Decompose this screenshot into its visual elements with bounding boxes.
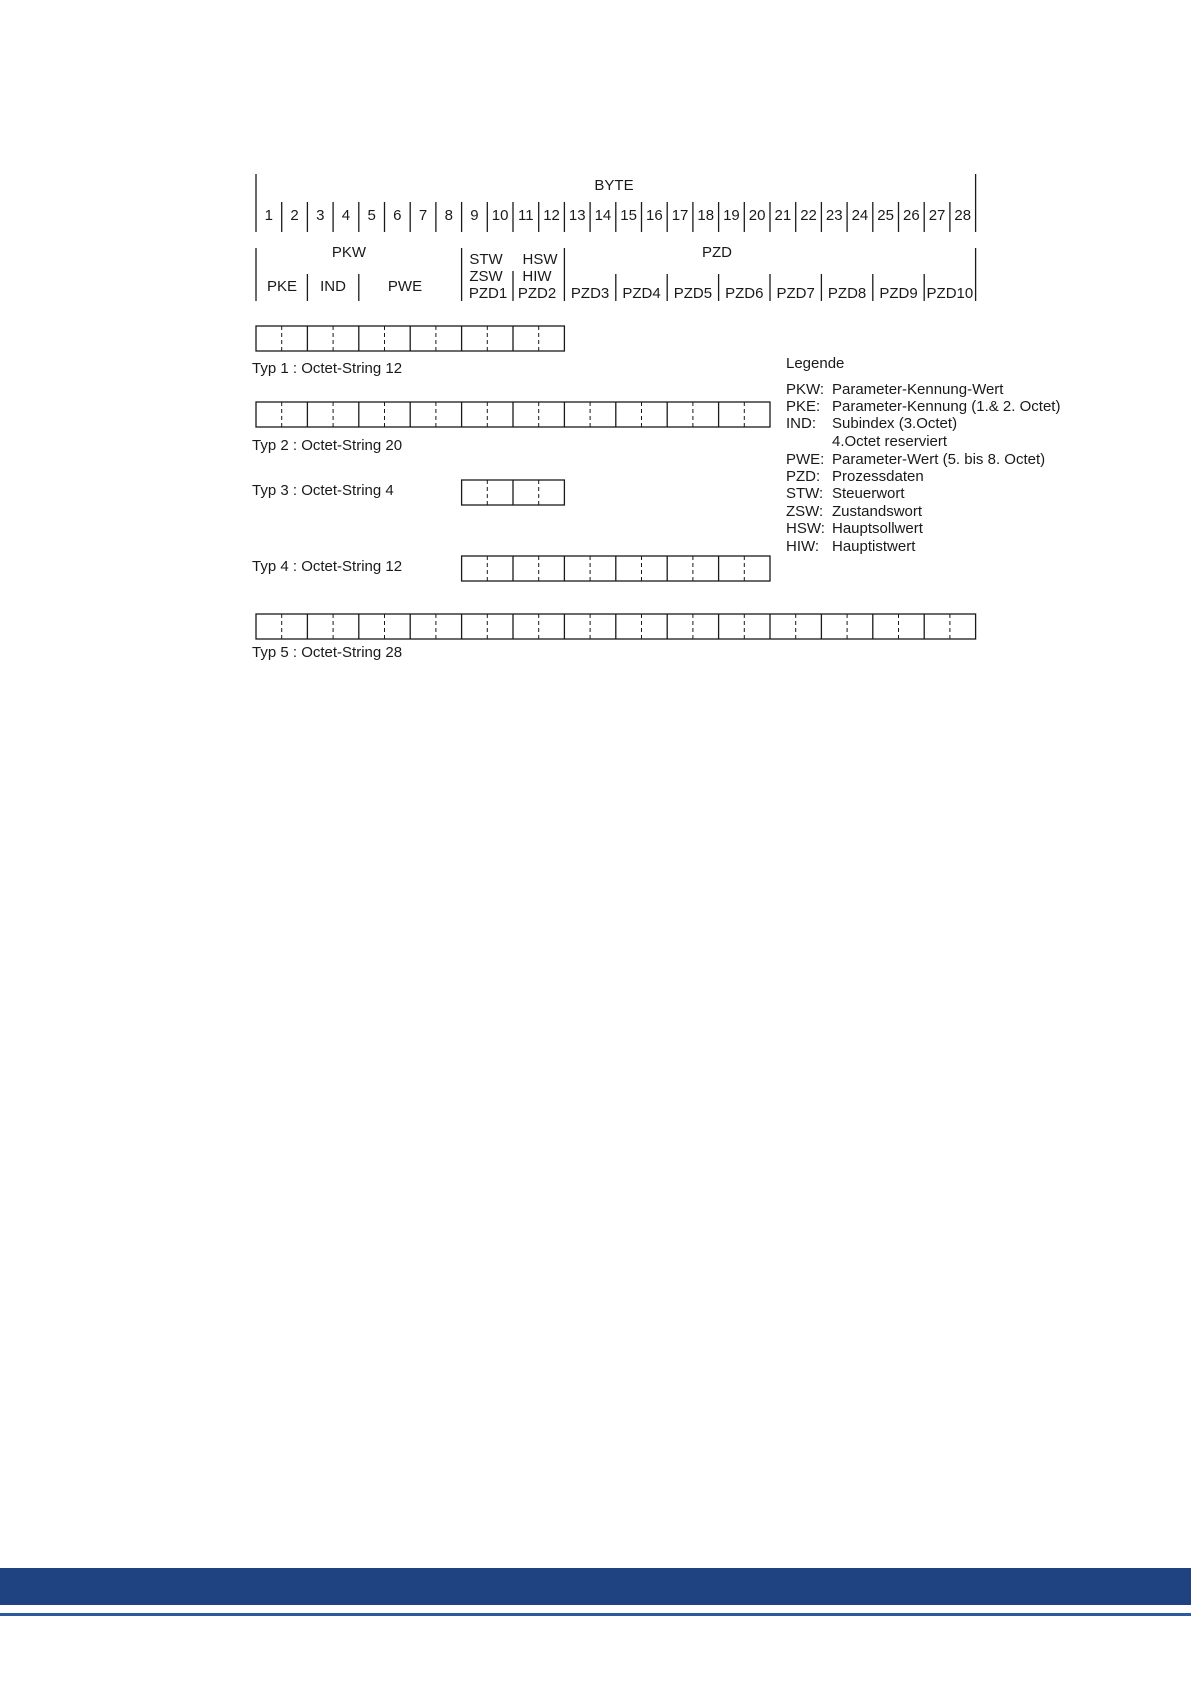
type-box-5 [256,614,976,639]
byte-number: 1 [264,207,274,224]
footer-line [0,1613,1191,1616]
byte-number: 20 [748,207,766,224]
byte-title: BYTE [594,177,634,194]
type-label-1: Typ 1 : Octet-String 12 [252,360,403,377]
byte-number: 24 [851,207,869,224]
byte-number: 15 [620,207,637,224]
field-label-pzd2: PZD2 [517,285,557,302]
legend-abbr: STW: [786,485,824,502]
type-box-3 [462,480,565,505]
field-label-pzd1: PZD1 [468,285,508,302]
legend-abbr: HIW: [786,538,820,555]
byte-header [256,174,976,232]
pzd-item-label: PZD9 [879,285,918,302]
field-label-pke: PKE [266,278,298,295]
byte-number: 8 [444,207,453,224]
byte-number: 12 [543,207,560,224]
byte-number: 3 [316,207,325,224]
byte-number: 7 [418,207,428,224]
pzd-item-label: PZD7 [776,285,815,302]
type-label-5: Typ 5 : Octet-String 28 [252,644,403,661]
byte-number: 4 [341,207,351,224]
byte-number: 18 [697,207,715,224]
pzd-item-label: PZD10 [926,285,974,302]
byte-number: 25 [877,207,894,224]
byte-number: 10 [491,207,509,224]
pzd-item-label: PZD8 [827,285,867,302]
legend-text: Parameter-Wert (5. bis 8. Octet) [832,451,1046,468]
legend-text: Prozessdaten [832,468,924,485]
legend-text: Parameter-Kennung-Wert [832,381,1004,398]
legend-text: Subindex (3.Octet) [832,415,958,432]
field-label-stw: STW [469,251,503,268]
byte-number: 27 [928,207,946,224]
type-box-2 [256,402,770,427]
pzd-item-labels [571,285,973,302]
byte-number: 17 [671,207,689,224]
byte-number: 14 [594,207,612,224]
field-label-ind: IND [320,278,346,295]
byte-numbers [265,207,971,224]
pzd-item-label: PZD3 [570,285,610,302]
legend-text: Hauptsollwert [832,520,923,537]
byte-number: 6 [393,207,402,224]
byte-number: 26 [903,207,920,224]
field-label-zsw: ZSW [469,268,503,285]
legend-abbr: IND: [786,415,816,432]
byte-number: 21 [774,207,792,224]
pzd-item-label: PZD6 [725,285,764,302]
legend-abbr: PKW: [786,381,825,398]
byte-number: 9 [470,207,479,224]
legend-text: Parameter-Kennung (1.& 2. Octet) [832,398,1061,415]
byte-number: 13 [568,207,586,224]
byte-number: 23 [825,207,843,224]
legend-abbr: PZD: [786,468,821,485]
field-label-hsw: HSW [522,251,558,268]
group-label-pzd: PZD [702,244,732,261]
byte-number: 5 [367,207,376,224]
field-label-pwe: PWE [387,278,423,295]
pzd-item-label: PZD5 [673,285,713,302]
byte-number: 19 [723,207,740,224]
type-label-4: Typ 4 : Octet-String 12 [252,558,403,575]
legend-abbr: HSW: [786,520,825,537]
legend-text: Hauptistwert [832,538,916,555]
legend-text: Steuerwort [832,485,905,502]
byte-number: 16 [646,207,663,224]
footer-band [0,1568,1191,1605]
byte-number: 2 [290,207,299,224]
group-header [256,244,976,302]
byte-number: 28 [954,207,972,224]
type-box-4 [462,556,770,581]
legend [786,355,1060,555]
legend-abbr: PKE: [786,398,821,415]
type-label-3: Typ 3 : Octet-String 4 [252,482,394,499]
pzd-item-label: PZD4 [622,285,661,302]
legend-abbr: ZSW: [786,503,824,520]
type-label-2: Typ 2 : Octet-String 20 [252,437,403,454]
group-label-pkw: PKW [331,244,367,261]
legend-text: 4.Octet reserviert [832,433,948,450]
field-label-hiw: HIW [522,268,552,285]
legend-title: Legende [786,355,845,372]
legend-text: Zustandswort [832,503,923,520]
byte-number: 22 [800,207,817,224]
type-box-1 [256,326,564,351]
byte-number: 11 [518,207,534,224]
legend-abbr: PWE: [786,451,825,468]
